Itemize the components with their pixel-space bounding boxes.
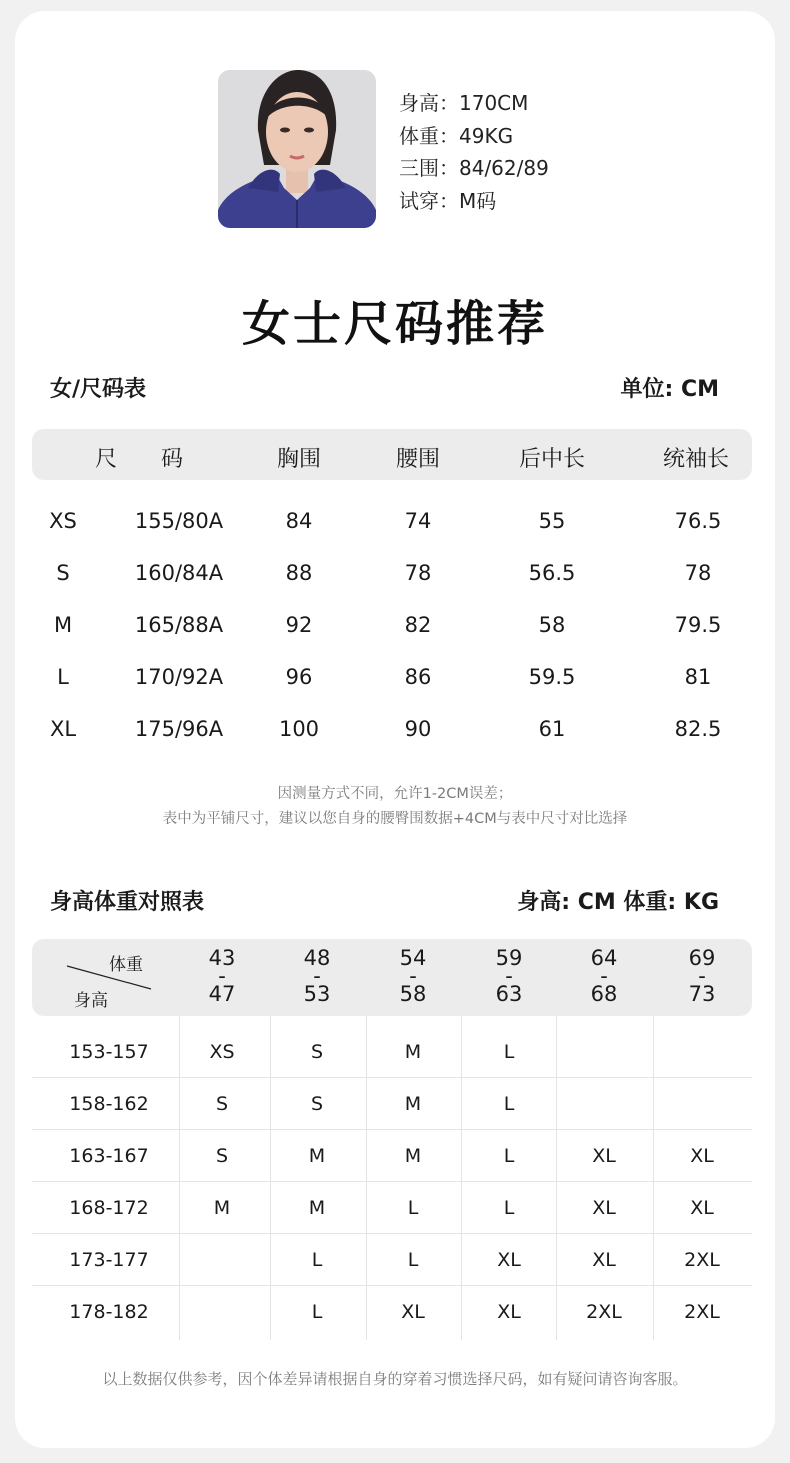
- size-label: XS: [49, 509, 77, 533]
- size-cell: 74: [404, 509, 432, 533]
- model-photo: [218, 70, 376, 228]
- weight-range: [287, 946, 347, 1006]
- recommended-size: XS: [209, 1041, 235, 1063]
- size-cell: 86: [404, 665, 432, 689]
- size-cell: 165/88A: [134, 613, 224, 637]
- size-cell: 160/84A: [134, 561, 224, 585]
- height-range: 168-172: [69, 1197, 149, 1219]
- weight-range: [383, 946, 443, 1006]
- header-size: 尺 码: [94, 447, 184, 472]
- column-divider: [270, 1016, 271, 1340]
- recommended-size: M: [404, 1041, 422, 1063]
- row-divider: [32, 1233, 752, 1234]
- size-label: XL: [49, 717, 77, 741]
- size-cell: 76.5: [674, 509, 722, 533]
- size-cell: 92: [285, 613, 313, 637]
- row-divider: [32, 1077, 752, 1078]
- size-cell: 55: [538, 509, 566, 533]
- range-dash: -: [409, 964, 417, 988]
- size-cell: 88: [285, 561, 313, 585]
- recommended-size: M: [308, 1197, 326, 1219]
- height-range: 153-157: [69, 1041, 149, 1063]
- size-cell: 170/92A: [134, 665, 224, 689]
- recommended-size: XL: [592, 1249, 616, 1271]
- recommended-size: M: [404, 1145, 422, 1167]
- weight-max: 47: [208, 982, 236, 1006]
- size-label: S: [56, 561, 70, 585]
- column-divider: [366, 1016, 367, 1340]
- recommended-size: L: [503, 1093, 515, 1115]
- weight-max: 68: [590, 982, 618, 1006]
- corner-weight-label: 体重: [109, 955, 143, 975]
- recommended-size: L: [503, 1145, 515, 1167]
- recommended-size: XL: [592, 1145, 616, 1167]
- size-cell: 84: [285, 509, 313, 533]
- size-cell: 61: [538, 717, 566, 741]
- recommended-size: S: [310, 1093, 324, 1115]
- weight-min: 69: [688, 946, 716, 970]
- recommended-size: 2XL: [586, 1301, 622, 1323]
- recommended-size: XL: [690, 1145, 714, 1167]
- size-label: L: [57, 665, 69, 689]
- model-info: [399, 87, 549, 217]
- model-size: 试穿：M码: [399, 188, 497, 213]
- weight-min: 48: [303, 946, 331, 970]
- recommended-size: L: [407, 1249, 419, 1271]
- recommended-size: L: [311, 1249, 323, 1271]
- height-range: 173-177: [69, 1249, 149, 1271]
- recommended-size: M: [213, 1197, 231, 1219]
- weight-min: 59: [495, 946, 523, 970]
- column-divider: [179, 1016, 180, 1340]
- recommended-size: XL: [497, 1301, 521, 1323]
- hw-table-units: 身高: CM 体重: KG: [517, 890, 719, 915]
- row-divider: [32, 1285, 752, 1286]
- size-table-title: 女/尺码表: [50, 377, 147, 402]
- size-cell: 82: [404, 613, 432, 637]
- recommended-size: XL: [690, 1197, 714, 1219]
- range-dash: -: [218, 964, 226, 988]
- size-cell: 81: [684, 665, 712, 689]
- size-cell: 96: [285, 665, 313, 689]
- recommended-size: 2XL: [684, 1301, 720, 1323]
- header-waist: 腰围: [395, 447, 441, 472]
- weight-max: 58: [399, 982, 427, 1006]
- model-measurements: 三围：84/62/89: [399, 156, 549, 180]
- weight-min: 54: [399, 946, 427, 970]
- weight-max: 63: [495, 982, 523, 1006]
- recommended-size: XL: [401, 1301, 425, 1323]
- page-title: 女士尺码推荐: [241, 296, 548, 352]
- footer-note: 以上数据仅供参考，因个体差异请根据自身的穿着习惯选择尺码，如有疑问请咨询客服。: [102, 1370, 688, 1388]
- recommended-size: S: [310, 1041, 324, 1063]
- recommended-size: L: [503, 1041, 515, 1063]
- range-dash: -: [313, 964, 321, 988]
- measurement-note: 因测量方式不同，允许1-2CM误差；: [277, 786, 513, 802]
- recommended-size: S: [215, 1145, 229, 1167]
- header-sleeve-length: 统袖长: [662, 447, 730, 472]
- size-cell: 175/96A: [134, 717, 224, 741]
- weight-min: 64: [590, 946, 618, 970]
- recommended-size: 2XL: [684, 1249, 720, 1271]
- range-dash: -: [600, 964, 608, 988]
- weight-max: 53: [303, 982, 331, 1006]
- weight-range: [672, 946, 732, 1006]
- size-cell: 90: [404, 717, 432, 741]
- size-cell: 78: [404, 561, 432, 585]
- size-label: M: [53, 613, 73, 637]
- row-divider: [32, 1129, 752, 1130]
- size-cell: 78: [684, 561, 712, 585]
- height-range: 163-167: [69, 1145, 149, 1167]
- model-height: 身高：170CM: [399, 91, 529, 115]
- column-divider: [461, 1016, 462, 1340]
- recommended-size: M: [404, 1093, 422, 1115]
- corner-height-label: 身高: [74, 991, 108, 1011]
- model-portrait-image: [218, 70, 376, 228]
- recommended-size: XL: [592, 1197, 616, 1219]
- corner-diagonal: [66, 964, 154, 992]
- hw-table-title: 身高体重对照表: [50, 890, 205, 915]
- size-cell: 56.5: [528, 561, 576, 585]
- size-cell: 100: [278, 717, 320, 741]
- model-weight: 体重：49KG: [399, 123, 514, 148]
- fit-note: 表中为平铺尺寸，建议以您自身的腰臀围数据+4CM与表中尺寸对比选择: [162, 811, 628, 827]
- weight-max: 73: [688, 982, 716, 1006]
- recommended-size: L: [311, 1301, 323, 1323]
- recommended-size: L: [503, 1197, 515, 1219]
- column-divider: [556, 1016, 557, 1340]
- range-dash: -: [505, 964, 513, 988]
- size-cell: 79.5: [674, 613, 722, 637]
- weight-range: [479, 946, 539, 1006]
- recommended-size: XL: [497, 1249, 521, 1271]
- weight-range: [192, 946, 252, 1006]
- size-cell: 82.5: [674, 717, 722, 741]
- range-dash: -: [698, 964, 706, 988]
- height-range: 178-182: [69, 1301, 149, 1323]
- height-range: 158-162: [69, 1093, 149, 1115]
- recommended-size: L: [407, 1197, 419, 1219]
- weight-min: 43: [208, 946, 236, 970]
- size-cell: 58: [538, 613, 566, 637]
- row-divider: [32, 1181, 752, 1182]
- size-table-unit: 单位: CM: [620, 377, 719, 402]
- header-back-length: 后中长: [518, 447, 586, 472]
- recommended-size: M: [308, 1145, 326, 1167]
- column-divider: [653, 1016, 654, 1340]
- header-bust: 胸围: [276, 447, 322, 472]
- size-cell: 59.5: [528, 665, 576, 689]
- weight-range: [574, 946, 634, 1006]
- recommended-size: S: [215, 1093, 229, 1115]
- size-cell: 155/80A: [134, 509, 224, 533]
